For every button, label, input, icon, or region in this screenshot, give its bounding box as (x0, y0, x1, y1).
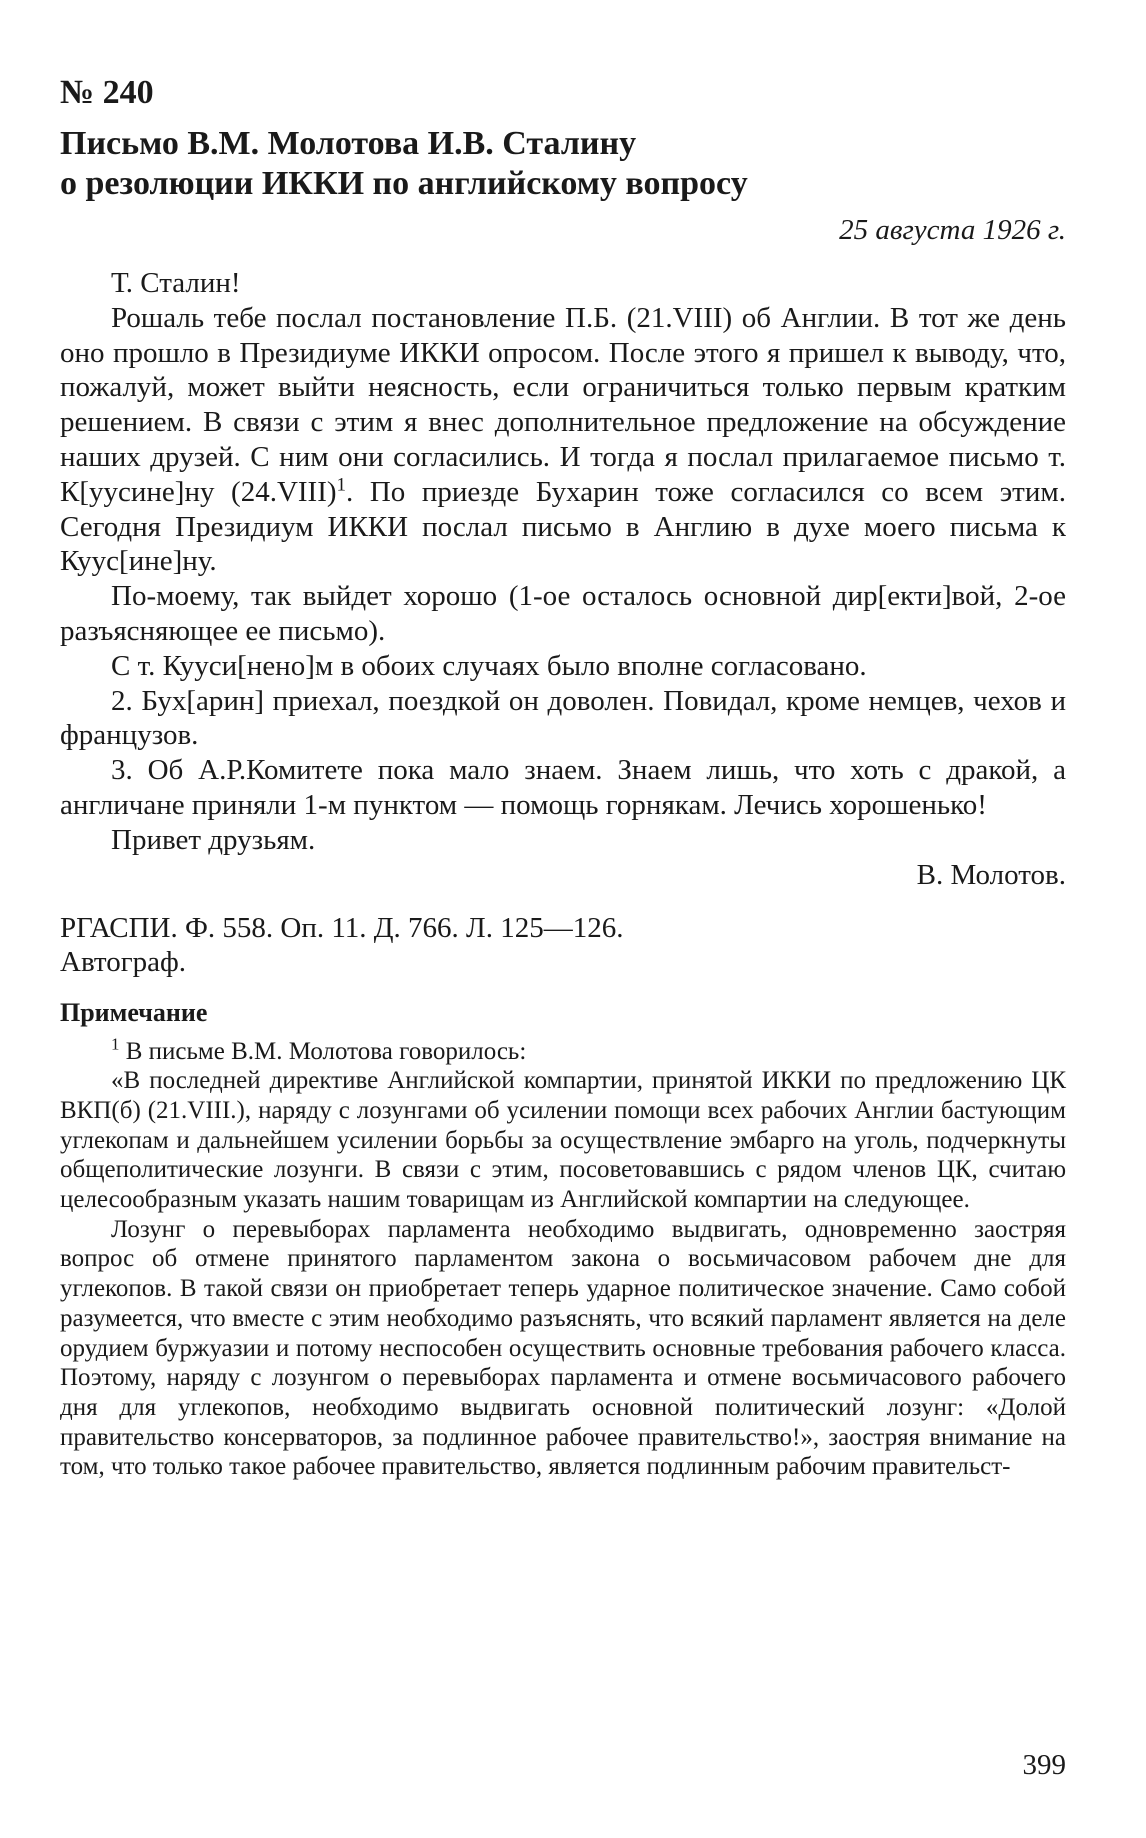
letter-paragraph-3: С т. Кууси[нено]м в обоих случаях было вполне согласовано. (111, 649, 867, 682)
letter-greeting: Т. Сталин! (111, 267, 241, 299)
notes-body (60, 1034, 1066, 1483)
note-1-marker: 1 (111, 1034, 120, 1054)
document-title-line-2: о резолюции ИККИ по английскому вопросу (60, 165, 748, 202)
note-1-paragraph-1: «В последней директиве Английской компартии, принятой ИККИ по предложению ЦК ВКП(б) (21.VIII.), наряду с лозунгами об усилении помощи всех рабочих Англии бастующим углекопам и дальнейшем усилении борьбы за осуществление эмбарго на уголь, подчеркнуты общеполитические лозунги. В связи с этим, посоветовавшись с рядом членов ЦК, считаю целесообразным указать нашим товарищам из Английской компартии на следующее. (60, 1067, 1066, 1214)
letter-paragraph-5: 3. Об А.Р.Комитете пока мало знаем. Знаем лишь, что хоть с дракой, а англичане приняли 1-м пунктом — помощь горнякам. Лечись хорошенько! (60, 754, 1066, 821)
document-page (60, 72, 1066, 1482)
document-type: Автограф. (60, 945, 187, 978)
notes-heading: Примечание (60, 997, 208, 1027)
note-1-paragraph-2: Лозунг о перевыборах парламента необходимо выдвигать, одновременно заостряя вопрос об отмене принятого парламентом закона о восьмичасовом рабочем дне для углекопов. В такой связи он приобретает теперь ударное политическое значение. Само собой разумеется, что вместе с этим необходимо разъяснять, что всякий парламент является на деле орудием буржуазии и потому неспособен осуществить основные требования рабочего класса. Поэтому, наряду с лозунгом о перевыборах парламента и отмене восьмичасового рабочего дня для углекопов, необходимо выдвигать основной политический лозунг: «Долой правительство консерваторов, за подлинное рабочее правительство!», заостряя внимание на том, что только такое рабочее правительство, является подлинным рабочим правительст- (60, 1215, 1066, 1481)
letter-paragraph-2: По-моему, так выйдет хорошо (1-ое осталось основной дир[екти]вой, 2-ое разъясняющее ее письмо). (60, 580, 1066, 647)
document-title (60, 124, 1066, 204)
archive-reference: РГАСПИ. Ф. 558. Оп. 11. Д. 766. Л. 125—126. (60, 911, 624, 944)
letter-paragraph-1 (60, 301, 1066, 579)
document-number: № 240 (60, 74, 154, 111)
letter-paragraph-4: 2. Бух[арин] приехал, поездкой он доволен. Повидал, кроме немцев, чехов и французов. (60, 684, 1066, 752)
letter-signature: В. Молотов. (916, 858, 1066, 891)
letter-body (60, 266, 1066, 858)
document-date: 25 августа 1926 г. (839, 214, 1066, 246)
letter-paragraph-1-text-b: . По приезде Бухарин тоже согласился со всем этим. Сегодня Президиум ИККИ послал письмо в Англию в духе моего письма к Куус[ине]ну. (60, 475, 1066, 578)
note-1-intro (60, 1034, 1066, 1067)
footnote-marker-1: 1 (336, 474, 347, 496)
page-number: 399 (1022, 1749, 1066, 1781)
document-title-line-1: Письмо В.М. Молотова И.В. Сталину (60, 125, 637, 162)
source-block (60, 911, 1066, 979)
letter-paragraph-6: Привет друзьям. (111, 823, 316, 856)
note-1-intro-text: В письме В.М. Молотова говорилось: (119, 1037, 527, 1065)
letter-paragraph-1-text-a: Рошаль тебе послал постановление П.Б. (21.VIII) об Англии. В тот же день оно прошло в Президиуме ИККИ опросом. После этого я пришел к выводу, что, пожалуй, может выйти неясность, если ограничиться только первым кратким решением. В связи с этим я внес дополнительное предложение на обсуждение наших друзей. С ним они согласились. И тогда я послал прилагаемое письмо т. К[уусине]ну (24.VIII) (60, 301, 1066, 508)
